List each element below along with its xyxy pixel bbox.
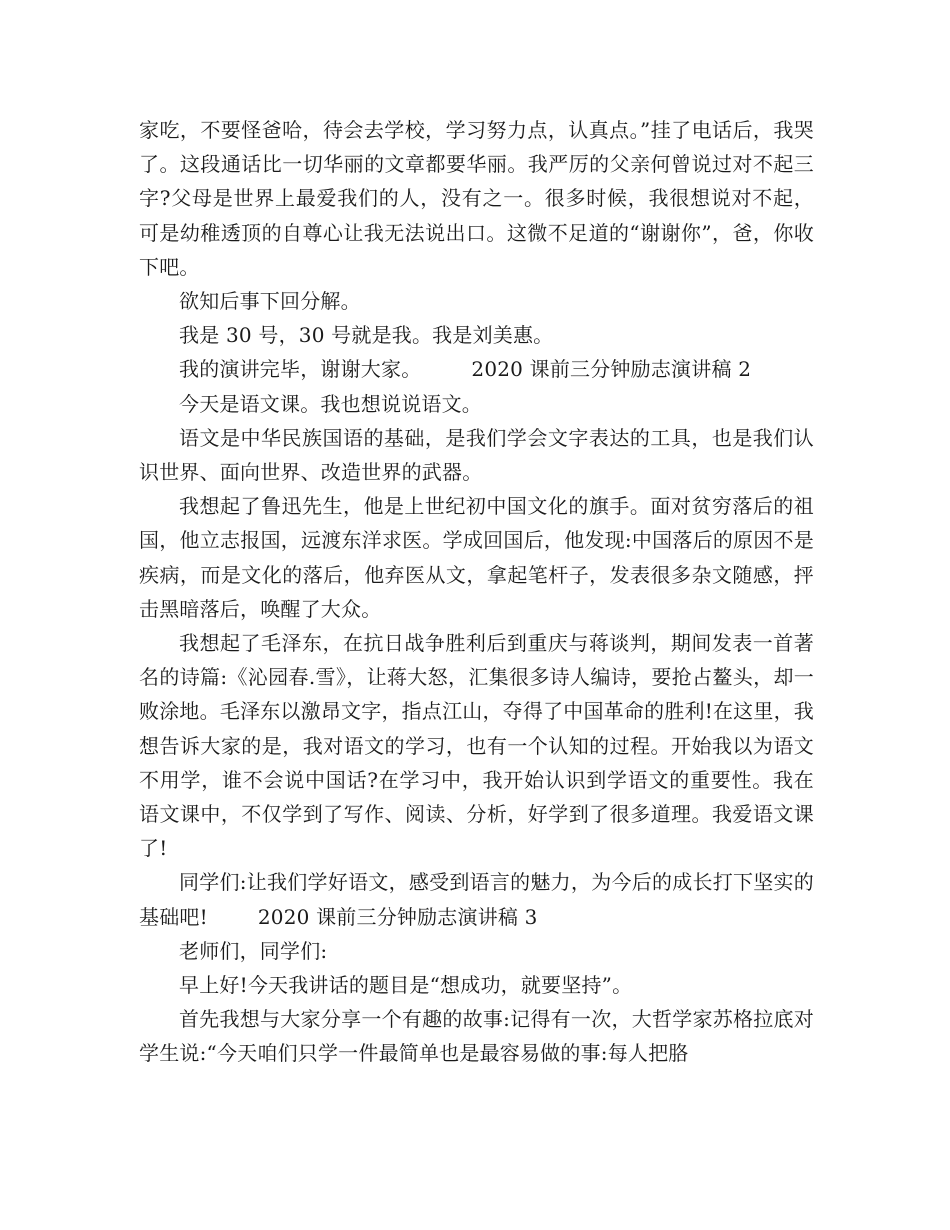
paragraph-11: [139, 968, 814, 1002]
paragraph-3-text: 我是 30 号，30 号就是我。我是刘美惠。: [179, 323, 554, 348]
paragraph-11-text: 早上好!今天我讲话的题目是“想成功，就要坚持”。: [179, 973, 633, 998]
paragraph-5-text: 今天是语文课。我也想说说语文。: [179, 391, 482, 416]
paragraph-2: [139, 284, 814, 318]
paragraph-9-text: 同学们:让我们学好语文，感受到语言的魅力，为今后的成长打下坚实的基础吧!: [139, 870, 814, 929]
paragraph-10-text: 老师们，同学们:: [179, 938, 328, 963]
paragraph-3: [139, 318, 814, 352]
paragraph-8-text: 我想起了毛泽东，在抗日战争胜利后到重庆与蒋谈判，期间发表一首著名的诗篇:《沁园春.雪》，让蒋大怒，汇集很多诗人编诗，要抢占鳌头，却一败涂地。毛泽东以激昂文字，指点江山，夺得了中国革命的胜利!在这里，我想告诉大家的是，我对语文的学习，也有一个认知的过程。开始我以为语文不用学，谁不会说中国话?在学习中，我开始认识到学语文的重要性。我在语文课中，不仅学到了写作、阅读、分析，好学到了很多道理。我爱语文课了!: [139, 631, 814, 861]
document-body: [139, 113, 814, 1071]
paragraph-10: [139, 934, 814, 968]
paragraph-5: [139, 387, 814, 421]
speech-heading-2: 2020 课前三分钟励志演讲稿 2: [471, 357, 752, 382]
paragraph-7: [139, 489, 814, 626]
paragraph-4: [139, 352, 814, 386]
paragraph-9: [139, 865, 814, 933]
paragraph-8: [139, 626, 814, 865]
paragraph-12: [139, 1002, 814, 1070]
speech-heading-3: 2020 课前三分钟励志演讲稿 3: [257, 904, 538, 929]
paragraph-12-text: 首先我想与大家分享一个有趣的故事:记得有一次，大哲学家苏格拉底对学生说:“今天咱们只学一件最简单也是最容易做的事:每人把胳: [139, 1007, 814, 1066]
paragraph-2-text: 欲知后事下回分解。: [179, 289, 361, 314]
paragraph-6-text: 语文是中华民族国语的基础，是我们学会文字表达的工具，也是我们认识世界、面向世界、改造世界的武器。: [139, 425, 814, 485]
paragraph-1-text: 家吃，不要怪爸哈，待会去学校，学习努力点，认真点。”挂了电话后，我哭了。这段通话比一切华丽的文章都要华丽。我严厉的父亲何曾说过对不起三字?父母是世界上最爱我们的人，没有之一。很多时候，我很想说对不起，可是幼稚透顶的自尊心让我无法说出口。这微不足道的“谢谢你”，爸，你收下吧。: [139, 118, 814, 279]
paragraph-6: [139, 421, 814, 489]
paragraph-4-text: 我的演讲完毕，谢谢大家。: [179, 357, 422, 382]
paragraph-1: [139, 113, 814, 284]
paragraph-7-text: 我想起了鲁迅先生，他是上世纪初中国文化的旗手。面对贫穷落后的祖国，他立志报国，远渡东洋求医。学成回国后，他发现:中国落后的原因不是疾病，而是文化的落后，他弃医从文，拿起笔杆子，发表很多杂文随感，抨击黑暗落后，唤醒了大众。: [139, 494, 814, 621]
